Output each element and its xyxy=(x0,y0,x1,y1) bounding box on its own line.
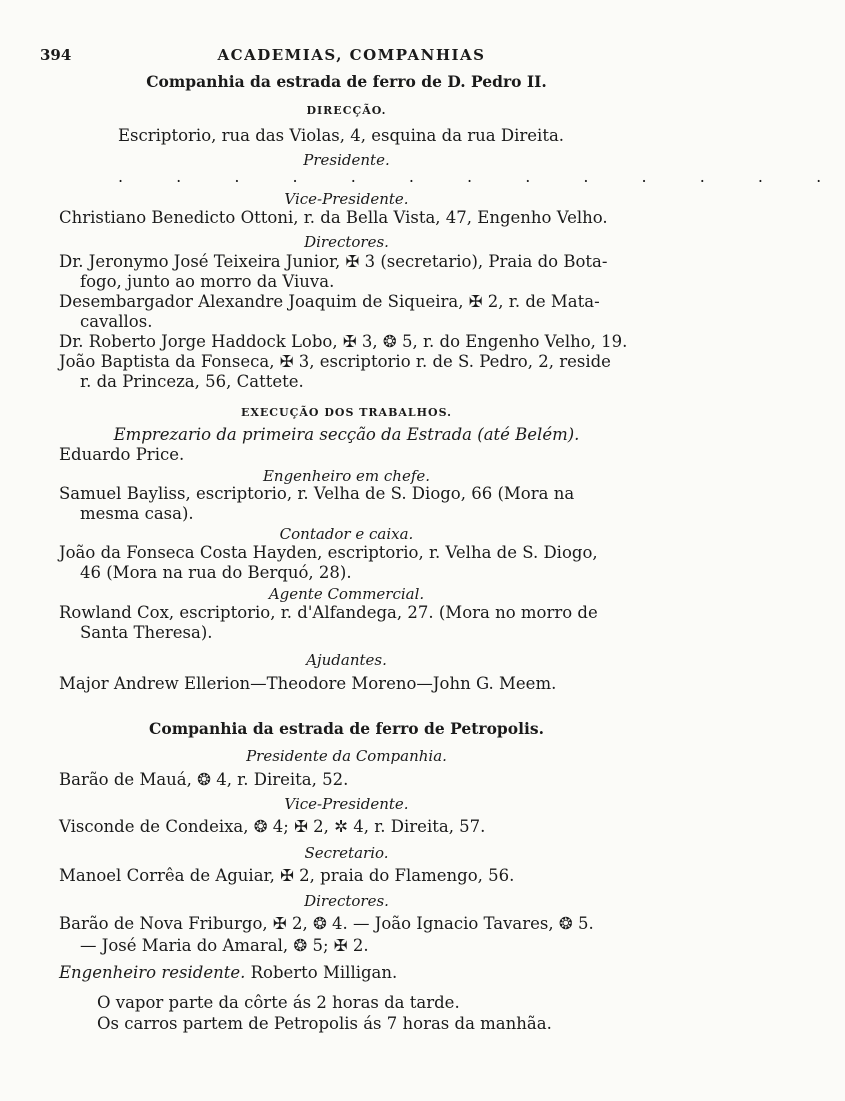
president-dots: . . . . . . . . . . . . . xyxy=(118,167,845,186)
director-line: fogo, junto ao morro da Viuva. xyxy=(80,272,335,291)
resident-engineer-name: Roberto Milligan. xyxy=(250,963,398,982)
company2-vice: Visconde de Condeixa, ❂ 4; ✠ 2, ✲ 4, r. Direita, 57. xyxy=(59,817,486,836)
resident-engineer-label: Engenheiro residente. xyxy=(59,963,246,982)
director-line: Desembargador Alexandre Joaquim de Siqueira, ✠ 2, r. de Mata- xyxy=(59,292,600,311)
company2-vice-label: Vice-Presidente. xyxy=(284,795,409,813)
company2-secretary: Manoel Corrêa de Aguiar, ✠ 2, praia do Flamengo, 56. xyxy=(59,866,515,885)
note-line: Os carros partem de Petropolis ás 7 horas da manhãa. xyxy=(97,1014,552,1033)
vice-president: Christiano Benedicto Ottoni, r. da Bella Vista, 47, Engenho Velho. xyxy=(59,208,608,227)
company2-president: Barão de Mauá, ❂ 4, r. Direita, 52. xyxy=(59,770,349,789)
chief-engineer-line: mesma casa). xyxy=(80,504,194,523)
contractor: Eduardo Price. xyxy=(59,445,185,464)
president-label: Presidente. xyxy=(303,151,390,169)
accountant-line: 46 (Mora na rua do Berquó, 28). xyxy=(80,563,352,582)
chief-engineer-line: Samuel Bayliss, escriptorio, r. Velha de S. Diogo, 66 (Mora na xyxy=(59,484,575,503)
running-title: ACADEMIAS, COMPANHIAS xyxy=(217,46,486,64)
direccao-heading: DIRECÇÃO. xyxy=(306,104,387,117)
assistants-label: Ajudantes. xyxy=(306,651,387,669)
vice-president-label: Vice-Presidente. xyxy=(284,190,409,208)
accountant-line: João da Fonseca Costa Hayden, escriptorio, r. Velha de S. Diogo, xyxy=(59,543,598,562)
agent-line: Santa Theresa). xyxy=(80,623,213,642)
director-line: Dr. Roberto Jorge Haddock Lobo, ✠ 3, ❂ 5, r. do Engenho Velho, 19. xyxy=(59,332,628,351)
execution-heading: EXECUÇÃO DOS TRABALHOS. xyxy=(240,406,453,419)
company2-director-line: — José Maria do Amaral, ❂ 5; ✠ 2. xyxy=(80,936,369,955)
note-line: O vapor parte da côrte ás 2 horas da tarde. xyxy=(97,993,460,1012)
company2-secretary-label: Secretario. xyxy=(304,844,389,862)
company2-director-line: Barão de Nova Friburgo, ✠ 2, ❂ 4. — João Ignacio Tavares, ❂ 5. xyxy=(59,914,594,933)
resident-engineer xyxy=(59,963,397,983)
company1-title: Companhia da estrada de ferro de D. Pedro II. xyxy=(146,72,547,91)
assistants: Major Andrew Ellerion—Theodore Moreno—John G. Meem. xyxy=(59,674,557,693)
director-line: Dr. Jeronymo José Teixeira Junior, ✠ 3 (secretario), Praia do Bota- xyxy=(59,252,608,271)
company2-title: Companhia da estrada de ferro de Petropolis. xyxy=(149,719,544,738)
company2-directors-label: Directores. xyxy=(304,892,389,910)
director-line: João Baptista da Fonseca, ✠ 3, escriptorio r. de S. Pedro, 2, reside xyxy=(59,352,611,371)
chief-engineer-label: Engenheiro em chefe. xyxy=(262,467,431,485)
contractor-label: Emprezario da primeira secção da Estrada (até Belém). xyxy=(113,425,580,444)
director-line: cavallos. xyxy=(80,312,153,331)
directors-label: Directores. xyxy=(304,233,389,251)
accountant-label: Contador e caixa. xyxy=(279,525,414,543)
director-line: r. da Princeza, 56, Cattete. xyxy=(80,372,304,391)
page-number: 394 xyxy=(40,46,72,64)
agent-line: Rowland Cox, escriptorio, r. d'Alfandega, 27. (Mora no morro de xyxy=(59,603,598,622)
agent-label: Agente Commercial. xyxy=(268,585,425,603)
office-address: Escriptorio, rua das Violas, 4, esquina da rua Direita. xyxy=(118,126,565,145)
company2-president-label: Presidente da Companhia. xyxy=(246,747,447,765)
